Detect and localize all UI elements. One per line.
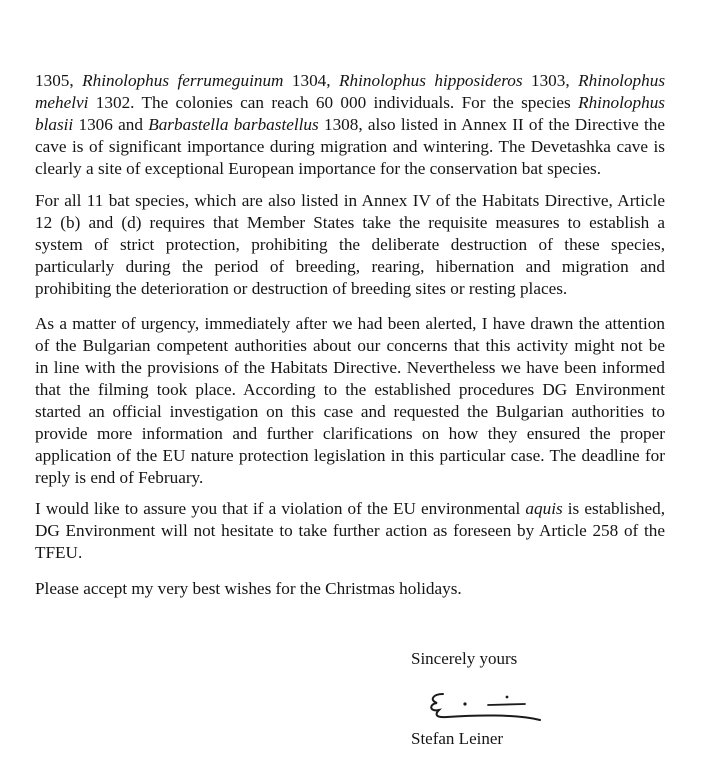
text-line: application of the EU nature protection legislation in this particular case. The deadline for: [35, 446, 665, 465]
text-line: Please accept my very best wishes for the Christmas holidays.: [35, 579, 462, 598]
text-line: I would like to assure you that if a violation of the EU environmental aquis is established,: [35, 499, 665, 518]
text-line: cave is of significant importance during migration and wintering. The Devetashka cave is: [35, 137, 665, 156]
text-line: DG Environment will not hesitate to take further action as foreseen by Article 258 of the: [35, 521, 665, 540]
paragraph-bat-species: [35, 70, 665, 180]
text-line: blasii 1306 and Barbastella barbastellus 1308, also listed in Annex II of the Directive the: [35, 115, 665, 134]
species-name: Barbastella barbastellus: [148, 115, 319, 134]
signatory-name: Stefan Leiner: [411, 729, 504, 748]
text-line: reply is end of February.: [35, 468, 204, 487]
text-line: For all 11 bat species, which are also listed in Annex IV of the Habitats Directive, Article: [35, 191, 665, 210]
closing-text: Sincerely yours: [411, 649, 518, 668]
paragraph-christmas-wishes: [35, 578, 665, 600]
text-line: mehelvi 1302. The colonies can reach 60 000 individuals. For the species Rhinolophus: [35, 93, 665, 112]
text-line: clearly a site of exceptional European importance for the conservation bat species.: [35, 159, 601, 178]
text-line: prohibiting the deterioration or destruction of breeding sites or resting places.: [35, 279, 568, 298]
text-line: 12 (b) and (d) requires that Member States take the requisite measures to establish a: [35, 213, 665, 232]
species-name: Rhinolophus: [578, 93, 665, 112]
paragraph-annex-iv-protection: [35, 190, 665, 300]
text-line: As a matter of urgency, immediately after we had been alerted, I have drawn the attention: [35, 314, 665, 333]
species-name: aquis: [525, 499, 563, 518]
text-line: that the filming took place. According to the established procedures DG Environment: [35, 380, 665, 399]
species-name: blasii: [35, 115, 74, 134]
species-name: Rhinolophus: [578, 71, 666, 90]
paragraph-violation-assurance: [35, 498, 665, 564]
text-line: system of strict protection, prohibiting the deliberate destruction of these species,: [35, 235, 665, 254]
species-name: mehelvi: [35, 93, 89, 112]
text-line: in line with the provisions of the Habitats Directive. Nevertheless we have been informed: [35, 358, 665, 377]
text-line: of the Bulgarian competent authorities about our concerns that this activity might not be: [35, 336, 665, 355]
text-line: 1305, Rhinolophus ferrumeguinum 1304, Rhinolophus hipposideros 1303, Rhinolophus: [35, 71, 666, 90]
text-line: started an official investigation on this case and requested the Bulgarian authorities to: [35, 402, 665, 421]
species-name: Rhinolophus hipposideros: [339, 71, 523, 90]
species-name: Rhinolophus ferrumeguinum: [82, 71, 284, 90]
text-line: particularly during the period of breeding, rearing, hibernation and migration and: [35, 257, 665, 276]
handwritten-signature-icon: [425, 690, 565, 726]
paragraph-urgency-investigation: [35, 313, 665, 489]
text-line: TFEU.: [35, 543, 83, 562]
text-line: provide more information and further clarifications on how they ensured the proper: [35, 424, 665, 443]
